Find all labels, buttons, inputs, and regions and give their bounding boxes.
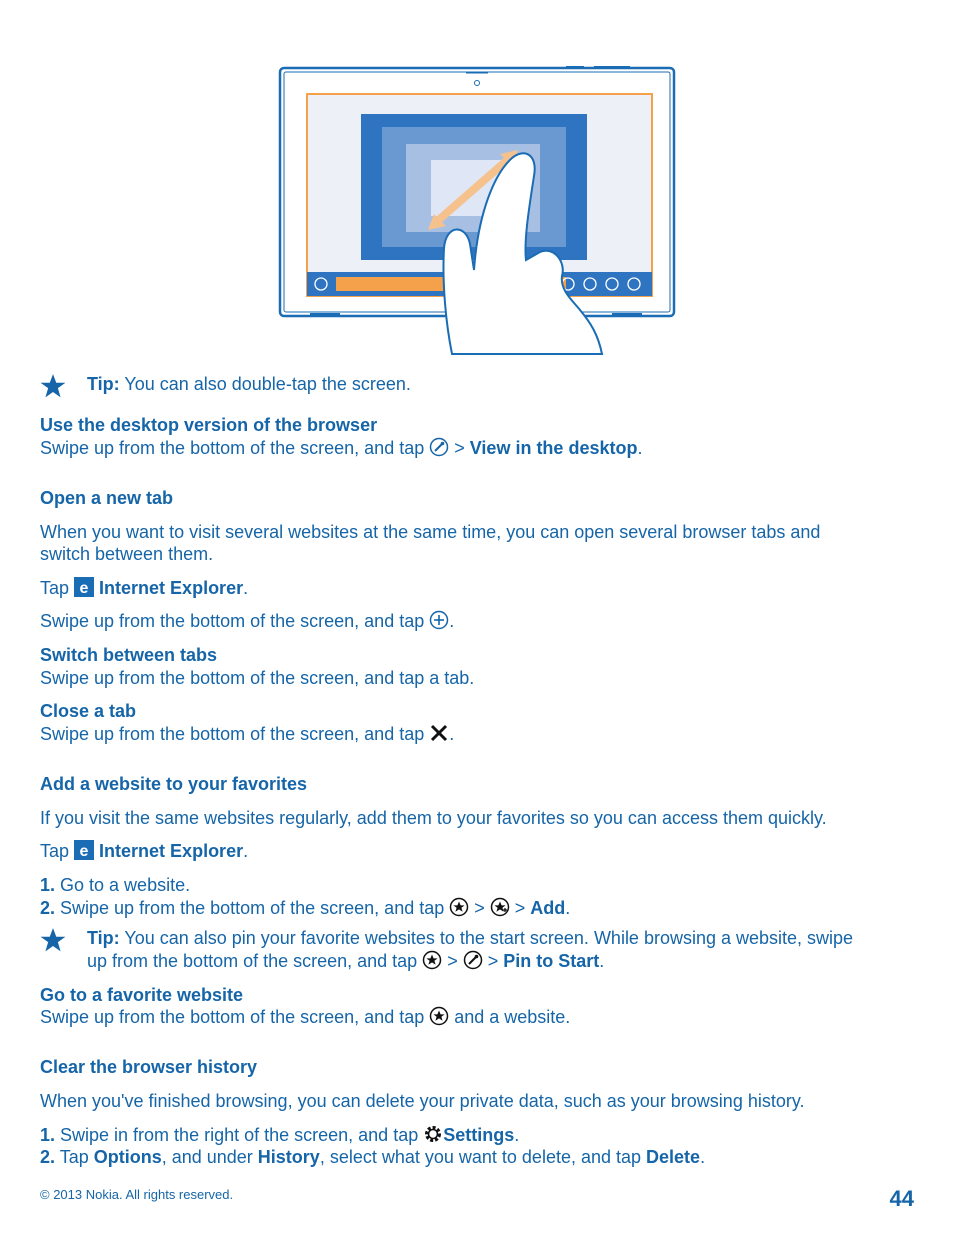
heading-desktop-version: Use the desktop version of the browser (40, 415, 378, 435)
desktop-instruction: Swipe up from the bottom of the screen, and tap > View in the desktop. (40, 438, 643, 458)
heading-clear-history: Clear the browser history (40, 1057, 258, 1077)
close-icon (429, 723, 449, 743)
history-step-2: 2. Tap Options, and under History, select what you want to delete, and tap Delete. (40, 1147, 706, 1167)
svg-text:e: e (79, 843, 89, 860)
favorites-tap-ie: Tap e Internet Explorer. (40, 841, 249, 861)
plus-circle-icon (429, 610, 449, 630)
page-number: 44 (889, 1186, 914, 1211)
favorites-star-icon (429, 1006, 449, 1026)
history-step-1: 1. Swipe in from the right of the screen, and tap Settings. (40, 1125, 520, 1145)
internet-explorer-icon (74, 840, 94, 860)
tablet-zoom-gesture-illustration (276, 64, 680, 358)
new-tab-swipe: Swipe up from the bottom of the screen, and tap . (40, 611, 455, 631)
wrench-icon (463, 950, 483, 970)
star-icon (40, 927, 66, 953)
heading-close-tab: Close a tab (40, 701, 137, 721)
favorites-step-1: 1. Go to a website. (40, 875, 191, 895)
close-tab-text: Swipe up from the bottom of the screen, and tap . (40, 724, 455, 744)
star-icon (40, 373, 66, 399)
tip-pin-line2: up from the bottom of the screen, and tap > > Pin to Start. (87, 951, 605, 971)
heading-switch-tabs: Switch between tabs (40, 645, 218, 665)
go-to-favorite-text: Swipe up from the bottom of the screen, and tap and a website. (40, 1007, 571, 1027)
heading-favorites: Add a website to your favorites (40, 774, 308, 794)
switch-tabs-text: Swipe up from the bottom of the screen, and tap a tab. (40, 668, 475, 688)
heading-new-tab: Open a new tab (40, 488, 174, 508)
favorites-star-icon (449, 897, 469, 917)
tip-double-tap: Tip: You can also double-tap the screen. (87, 374, 411, 394)
add-favorite-icon (490, 897, 510, 917)
gear-icon (423, 1124, 443, 1144)
new-tab-para-line2: switch between them. (40, 544, 214, 564)
svg-text:e: e (79, 580, 89, 597)
new-tab-tap-ie: Tap e Internet Explorer. (40, 578, 249, 598)
wrench-icon (429, 437, 449, 457)
internet-explorer-icon (74, 577, 94, 597)
favorites-para: If you visit the same websites regularly, add them to your favorites so you can access them quickly. (40, 808, 827, 828)
new-tab-para-line1: When you want to visit several websites at the same time, you can open several browser tabs and (40, 522, 821, 542)
history-para: When you've finished browsing, you can delete your private data, such as your browsing history. (40, 1091, 805, 1111)
heading-go-to-favorite: Go to a favorite website (40, 985, 244, 1005)
copyright: © 2013 Nokia. All rights reserved. (40, 1187, 234, 1202)
favorites-step-2: 2. Swipe up from the bottom of the screen, and tap > > Add. (40, 898, 571, 918)
favorites-star-icon (422, 950, 442, 970)
tip-pin-line1: Tip: You can also pin your favorite websites to the start screen. While browsing a website, swipe (87, 928, 854, 948)
